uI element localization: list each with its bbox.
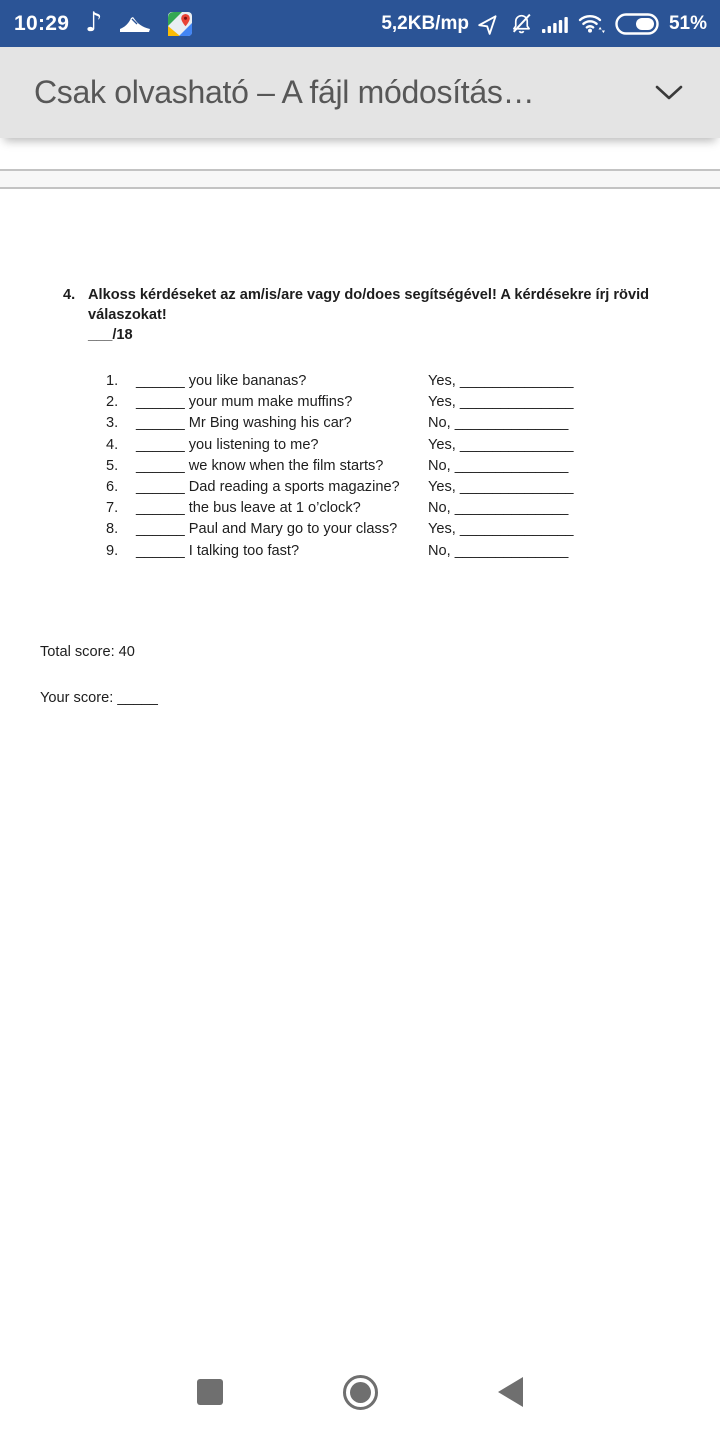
question-number: 4. xyxy=(106,436,119,453)
status-bar xyxy=(0,0,720,47)
question-number: 8. xyxy=(106,521,119,538)
question-row xyxy=(106,498,720,519)
question-text: ______ Dad reading a sports magazine? xyxy=(136,479,400,496)
question-list xyxy=(0,371,720,562)
your-score: Your score: _____ xyxy=(40,689,158,706)
answer-text: Yes, ______________ xyxy=(428,479,574,496)
answer-text: No, ______________ xyxy=(428,457,569,474)
question-text: ______ you like bananas? xyxy=(136,373,307,389)
question-row xyxy=(106,519,720,540)
exercise-number: 4. xyxy=(63,287,76,303)
question-text: ______ your mum make muffins? xyxy=(136,394,353,411)
question-row xyxy=(106,413,720,434)
question-row xyxy=(106,456,720,477)
answer-text: Yes, ______________ xyxy=(428,521,574,538)
question-number: 1. xyxy=(106,373,119,389)
signal-icon xyxy=(542,14,569,34)
question-text: ______ the bus leave at 1 o’clock? xyxy=(136,500,361,517)
wifi-icon xyxy=(578,13,606,34)
chevron-down-icon[interactable] xyxy=(654,84,684,102)
exercise-score-blank: ___/18 xyxy=(88,327,133,343)
question-number: 9. xyxy=(106,542,119,559)
answer-text: Yes, ______________ xyxy=(428,436,574,453)
question-number: 3. xyxy=(106,415,119,432)
question-text: ______ I talking too fast? xyxy=(136,542,300,559)
total-score: Total score: 40 xyxy=(40,643,135,660)
exercise-instructions: Alkoss kérdéseket az am/is/are vagy do/does segítségével! A kérdésekre írj rövid válaszokat! xyxy=(88,287,650,323)
maps-icon xyxy=(168,12,192,36)
recents-button-icon[interactable] xyxy=(197,1379,223,1405)
question-number: 2. xyxy=(106,394,119,411)
document-page[interactable] xyxy=(0,189,720,1341)
shoe-icon xyxy=(118,12,152,36)
battery-icon xyxy=(615,13,660,35)
question-text: ______ you listening to me? xyxy=(136,436,319,453)
network-speed: 5,2KB/mp xyxy=(381,12,469,34)
answer-text: Yes, ______________ xyxy=(428,373,574,389)
bell-muted-icon xyxy=(510,12,533,35)
home-button-icon[interactable] xyxy=(343,1375,378,1410)
exercise-heading xyxy=(63,285,675,345)
readonly-banner[interactable] xyxy=(0,47,720,138)
answer-text: No, ______________ xyxy=(428,500,569,517)
question-number: 5. xyxy=(106,457,119,474)
android-nav-bar xyxy=(0,1344,720,1440)
previous-page-edge xyxy=(0,138,720,169)
question-row xyxy=(106,477,720,498)
page-break-strip xyxy=(0,169,720,189)
question-text: ______ Mr Bing washing his car? xyxy=(136,415,352,432)
question-number: 7. xyxy=(106,500,119,517)
question-row xyxy=(106,541,720,562)
back-button-icon[interactable] xyxy=(498,1377,523,1407)
answer-text: No, ______________ xyxy=(428,415,569,432)
tiktok-icon: ♪ xyxy=(85,6,103,38)
answer-text: Yes, ______________ xyxy=(428,394,574,411)
document-title: Csak olvasható – A fájl módosítás… xyxy=(34,74,535,110)
question-row xyxy=(106,392,720,413)
question-text: ______ Paul and Mary go to your class? xyxy=(136,521,398,538)
question-text: ______ we know when the film starts? xyxy=(136,457,384,474)
question-row xyxy=(106,435,720,456)
question-number: 6. xyxy=(106,479,119,496)
battery-percent: 51% xyxy=(668,12,707,34)
question-row xyxy=(106,371,720,392)
location-arrow-icon xyxy=(478,12,501,35)
home-button-dot xyxy=(350,1382,371,1403)
clock: 10:29 xyxy=(14,11,70,35)
answer-text: No, ______________ xyxy=(428,542,569,559)
